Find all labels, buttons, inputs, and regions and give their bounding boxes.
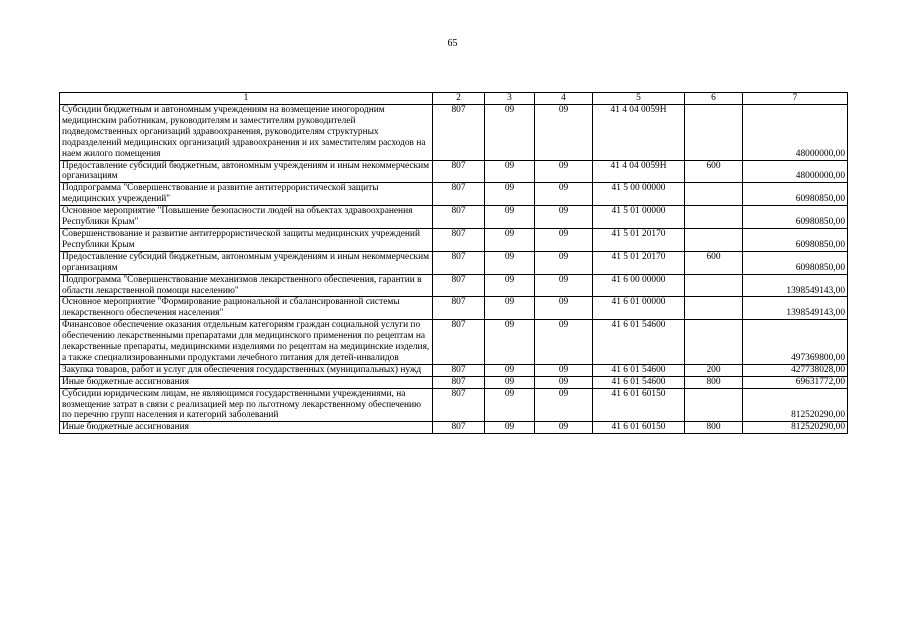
expense-type-code	[685, 183, 743, 206]
page-number: 65	[447, 38, 458, 49]
expense-type-code: 600	[685, 160, 743, 183]
target-article-code: 41 6 01 54600	[593, 364, 685, 376]
target-article-code: 41 4 04 0059Н	[593, 105, 685, 161]
subsection-code: 09	[535, 388, 593, 422]
target-article-code: 41 6 01 60150	[593, 422, 685, 434]
ministry-code: 807	[433, 228, 485, 251]
row-name: Субсидии юридическим лицам, не являющимся государственными учреждениями, на возмещение затрат в связи с реализацией мер по льготному лекарственному обеспечению по перечню групп населения и категорий заболеваний	[60, 388, 433, 422]
row-name: Совершенствование и развитие антитеррористической защиты медицинских учреждений Республики Крым	[60, 228, 433, 251]
subsection-code: 09	[535, 206, 593, 229]
target-article-code: 41 6 01 00000	[593, 297, 685, 320]
row-name: Подпрограмма "Совершенствование и развитие антитеррористической защиты медицинских учреждений"	[60, 183, 433, 206]
table-row	[60, 251, 848, 274]
table-row	[60, 297, 848, 320]
target-article-code: 41 6 01 60150	[593, 388, 685, 422]
table-row	[60, 183, 848, 206]
table-row	[60, 160, 848, 183]
amount: 60980850,00	[743, 183, 848, 206]
section-code: 09	[485, 160, 535, 183]
amount: 60980850,00	[743, 251, 848, 274]
ministry-code: 807	[433, 364, 485, 376]
column-header: 3	[485, 93, 535, 105]
ministry-code: 807	[433, 274, 485, 297]
expense-type-code: 200	[685, 364, 743, 376]
table-row	[60, 105, 848, 161]
expense-type-code	[685, 206, 743, 229]
section-code: 09	[485, 251, 535, 274]
target-article-code: 41 5 01 20170	[593, 251, 685, 274]
amount: 1398549143,00	[743, 274, 848, 297]
section-code: 09	[485, 388, 535, 422]
subsection-code: 09	[535, 422, 593, 434]
column-header: 7	[743, 93, 848, 105]
subsection-code: 09	[535, 183, 593, 206]
ministry-code: 807	[433, 105, 485, 161]
table-row	[60, 388, 848, 422]
target-article-code: 41 6 00 00000	[593, 274, 685, 297]
table-row	[60, 206, 848, 229]
ministry-code: 807	[433, 206, 485, 229]
column-header: 1	[60, 93, 433, 105]
expense-type-code: 800	[685, 422, 743, 434]
section-code: 09	[485, 376, 535, 388]
target-article-code: 41 5 01 20170	[593, 228, 685, 251]
target-article-code: 41 5 01 00000	[593, 206, 685, 229]
target-article-code: 41 6 01 54600	[593, 320, 685, 365]
table-row	[60, 274, 848, 297]
subsection-code: 09	[535, 251, 593, 274]
amount: 427738028,00	[743, 364, 848, 376]
header-row	[60, 93, 848, 105]
ministry-code: 807	[433, 376, 485, 388]
row-name: Финансовое обеспечение оказания отдельным категориям граждан социальной услуги по обеспечению лекарственными препаратами для медицинского применения по рецептам на лекарственные препараты, медицинскими изделиями по рецептам на медицинские изделия, а также специализированными продуктами лечебного питания для детей-инвалидов	[60, 320, 433, 365]
target-article-code: 41 5 00 00000	[593, 183, 685, 206]
amount: 69631772,00	[743, 376, 848, 388]
column-header: 4	[535, 93, 593, 105]
section-code: 09	[485, 364, 535, 376]
ministry-code: 807	[433, 297, 485, 320]
budget-table	[59, 92, 848, 434]
amount: 812520290,00	[743, 422, 848, 434]
table-row	[60, 422, 848, 434]
amount: 497369800,00	[743, 320, 848, 365]
table-row	[60, 228, 848, 251]
table-row	[60, 320, 848, 365]
row-name: Иные бюджетные ассигнования	[60, 376, 433, 388]
expense-type-code: 600	[685, 251, 743, 274]
ministry-code: 807	[433, 183, 485, 206]
subsection-code: 09	[535, 297, 593, 320]
row-name: Предоставление субсидий бюджетным, автономным учреждениям и иным некоммерческим организациям	[60, 160, 433, 183]
column-header: 2	[433, 93, 485, 105]
expense-type-code	[685, 388, 743, 422]
expense-type-code: 800	[685, 376, 743, 388]
section-code: 09	[485, 228, 535, 251]
subsection-code: 09	[535, 274, 593, 297]
subsection-code: 09	[535, 376, 593, 388]
amount: 48000000,00	[743, 160, 848, 183]
amount: 1398549143,00	[743, 297, 848, 320]
column-header: 6	[685, 93, 743, 105]
expense-type-code	[685, 274, 743, 297]
table-row	[60, 364, 848, 376]
section-code: 09	[485, 297, 535, 320]
target-article-code: 41 6 01 54600	[593, 376, 685, 388]
subsection-code: 09	[535, 364, 593, 376]
section-code: 09	[485, 320, 535, 365]
amount: 48000000,00	[743, 105, 848, 161]
ministry-code: 807	[433, 160, 485, 183]
section-code: 09	[485, 105, 535, 161]
row-name: Закупка товаров, работ и услуг для обеспечения государственных (муниципальных) нужд	[60, 364, 433, 376]
section-code: 09	[485, 206, 535, 229]
ministry-code: 807	[433, 320, 485, 365]
target-article-code: 41 4 04 0059Н	[593, 160, 685, 183]
ministry-code: 807	[433, 388, 485, 422]
subsection-code: 09	[535, 105, 593, 161]
section-code: 09	[485, 422, 535, 434]
ministry-code: 807	[433, 422, 485, 434]
row-name: Предоставление субсидий бюджетным, автономным учреждениям и иным некоммерческим организациям	[60, 251, 433, 274]
amount: 812520290,00	[743, 388, 848, 422]
row-name: Субсидии бюджетным и автономным учреждениям на возмещение иногородним медицинским работникам, руководителям и заместителям руководителей подведомственных организаций здравоохранения, руководителям структурных подразделений медицинских организаций здравоохранения и их заместителям расходов на наем жилого помещения	[60, 105, 433, 161]
expense-type-code	[685, 320, 743, 365]
subsection-code: 09	[535, 320, 593, 365]
amount: 60980850,00	[743, 228, 848, 251]
expense-type-code	[685, 105, 743, 161]
section-code: 09	[485, 183, 535, 206]
section-code: 09	[485, 274, 535, 297]
ministry-code: 807	[433, 251, 485, 274]
row-name: Основное мероприятие "Повышение безопасности людей на объектах здравоохранения Республики Крым"	[60, 206, 433, 229]
row-name: Подпрограмма "Совершенствование механизмов лекарственного обеспечения, гарантии в области лекарственной помощи населению"	[60, 274, 433, 297]
row-name: Иные бюджетные ассигнования	[60, 422, 433, 434]
table-row	[60, 376, 848, 388]
expense-type-code	[685, 297, 743, 320]
column-header: 5	[593, 93, 685, 105]
expense-type-code	[685, 228, 743, 251]
subsection-code: 09	[535, 228, 593, 251]
subsection-code: 09	[535, 160, 593, 183]
amount: 60980850,00	[743, 206, 848, 229]
row-name: Основное мероприятие "Формирование рациональной и сбалансированной системы лекарственного обеспечения населения"	[60, 297, 433, 320]
